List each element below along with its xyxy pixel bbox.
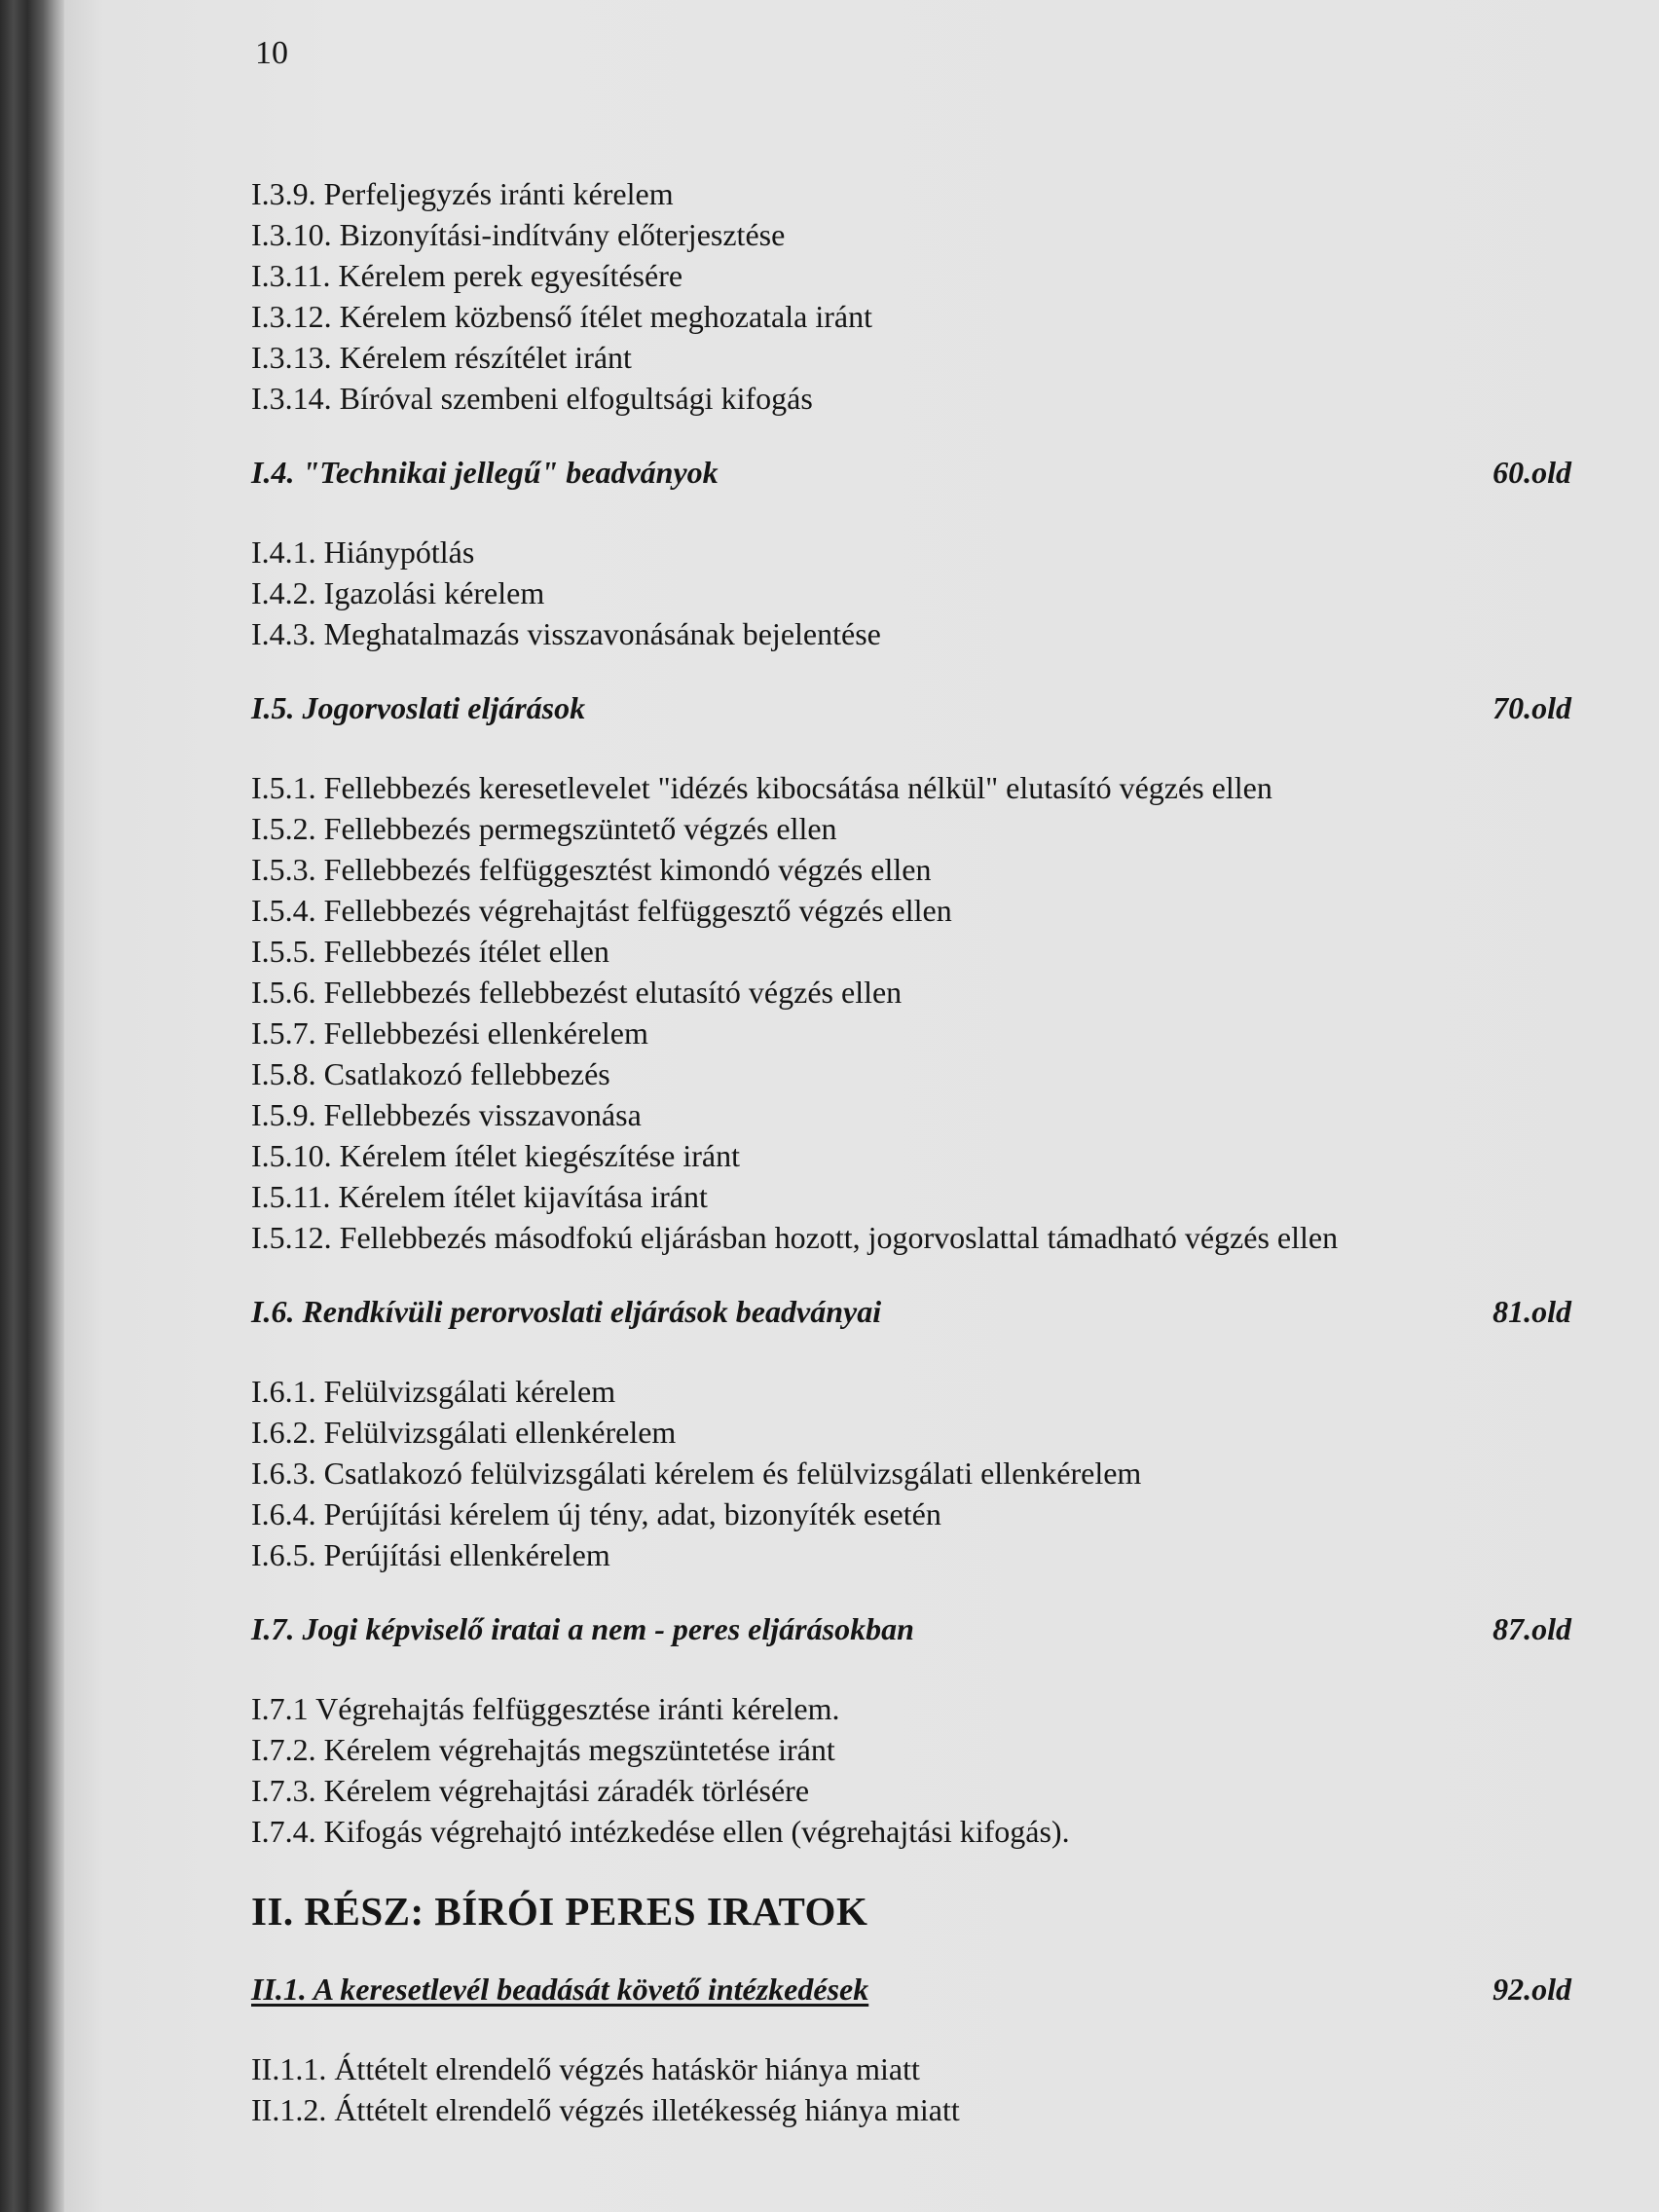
toc-entry: I.5.11. Kérelem ítélet kijavítása iránt bbox=[251, 1179, 708, 1214]
toc-entry: I.4.1. Hiánypótlás bbox=[251, 535, 475, 570]
toc-entry: I.3.14. Bíróval szembeni elfogultsági kifogás bbox=[251, 381, 813, 416]
table-of-contents bbox=[251, 173, 1571, 2130]
toc-entry: I.3.9. Perfeljegyzés iránti kérelem bbox=[251, 176, 674, 211]
toc-entry: I.5.6. Fellebbezés fellebbezést elutasító végzés ellen bbox=[251, 975, 903, 1010]
part-heading: II. RÉSZ: BÍRÓI PERES IRATOK bbox=[251, 1889, 868, 1934]
toc-section-heading bbox=[251, 687, 1571, 728]
section-title: I.4. "Technikai jellegű" beadványok bbox=[251, 455, 719, 490]
toc-entry: I.6.4. Perújítási kérelem új tény, adat, bizonyíték esetén bbox=[251, 1496, 941, 1531]
toc-entry: I.3.10. Bizonyítási-indítvány előterjesztése bbox=[251, 217, 786, 252]
section-title: II.1. A keresetlevél beadását követő intézkedések bbox=[251, 1972, 869, 2007]
toc-entry: I.4.2. Igazolási kérelem bbox=[251, 575, 545, 610]
section-title: I.7. Jogi képviselő iratai a nem - peres eljárásokban bbox=[251, 1611, 914, 1646]
page-number: 10 bbox=[255, 35, 288, 71]
section-page-ref: 92.old bbox=[1493, 1972, 1571, 2007]
toc-entry: I.6.2. Felülvizsgálati ellenkérelem bbox=[251, 1415, 677, 1450]
toc-entry: I.5.1. Fellebbezés keresetlevelet "idézés kibocsátása nélkül" elutasító végzés ellen bbox=[251, 770, 1272, 805]
toc-entry: I.5.12. Fellebbezés másodfokú eljárásban hozott, jogorvoslattal támadható végzés ellen bbox=[251, 1220, 1339, 1255]
book-binding bbox=[0, 0, 64, 2212]
section-title: I.6. Rendkívüli perorvoslati eljárások beadványai bbox=[251, 1294, 882, 1329]
toc-entry: I.3.11. Kérelem perek egyesítésére bbox=[251, 258, 683, 293]
toc-entry: I.7.2. Kérelem végrehajtás megszüntetése iránt bbox=[251, 1732, 835, 1767]
toc-section-heading bbox=[251, 1608, 1571, 1649]
toc-entry: I.5.7. Fellebbezési ellenkérelem bbox=[251, 1015, 648, 1051]
toc-entry: I.7.1 Végrehajtás felfüggesztése iránti kérelem. bbox=[251, 1691, 840, 1726]
toc-entry: II.1.2. Áttételt elrendelő végzés illetékesség hiánya miatt bbox=[251, 2092, 960, 2127]
toc-entry: I.5.10. Kérelem ítélet kiegészítése iránt bbox=[251, 1138, 741, 1173]
toc-entry: I.5.8. Csatlakozó fellebbezés bbox=[251, 1056, 610, 1091]
section-page-ref: 70.old bbox=[1493, 690, 1571, 725]
toc-section-heading bbox=[251, 1969, 1571, 2009]
section-title: I.5. Jogorvoslati eljárások bbox=[251, 690, 586, 725]
toc-entry: II.1.1. Áttételt elrendelő végzés hatáskör hiánya miatt bbox=[251, 2051, 920, 2086]
toc-entry: I.3.13. Kérelem részítélet iránt bbox=[251, 340, 632, 375]
toc-entry: I.7.3. Kérelem végrehajtási záradék törlésére bbox=[251, 1773, 810, 1808]
toc-entry: I.5.4. Fellebbezés végrehajtást felfüggesztő végzés ellen bbox=[251, 893, 952, 928]
toc-entry: I.5.3. Fellebbezés felfüggesztést kimondó végzés ellen bbox=[251, 852, 932, 887]
toc-entry: I.7.4. Kifogás végrehajtó intézkedése ellen (végrehajtási kifogás). bbox=[251, 1814, 1070, 1849]
toc-entry: I.6.5. Perújítási ellenkérelem bbox=[251, 1537, 610, 1572]
toc-entry: I.6.1. Felülvizsgálati kérelem bbox=[251, 1374, 616, 1409]
toc-section-heading bbox=[251, 1291, 1571, 1332]
section-page-ref: 60.old bbox=[1493, 455, 1571, 490]
toc-entry: I.4.3. Meghatalmazás visszavonásának bejelentése bbox=[251, 616, 881, 651]
toc-section-heading bbox=[251, 452, 1571, 493]
toc-entry: I.5.5. Fellebbezés ítélet ellen bbox=[251, 934, 609, 969]
toc-entry: I.6.3. Csatlakozó felülvizsgálati kérelem és felülvizsgálati ellenkérelem bbox=[251, 1456, 1142, 1491]
section-page-ref: 87.old bbox=[1493, 1611, 1571, 1646]
section-page-ref: 81.old bbox=[1493, 1294, 1571, 1329]
toc-entry: I.5.9. Fellebbezés visszavonása bbox=[251, 1097, 642, 1132]
toc-entry: I.5.2. Fellebbezés permegszüntető végzés ellen bbox=[251, 811, 837, 846]
toc-entry: I.3.12. Kérelem közbenső ítélet meghozatala iránt bbox=[251, 299, 872, 334]
